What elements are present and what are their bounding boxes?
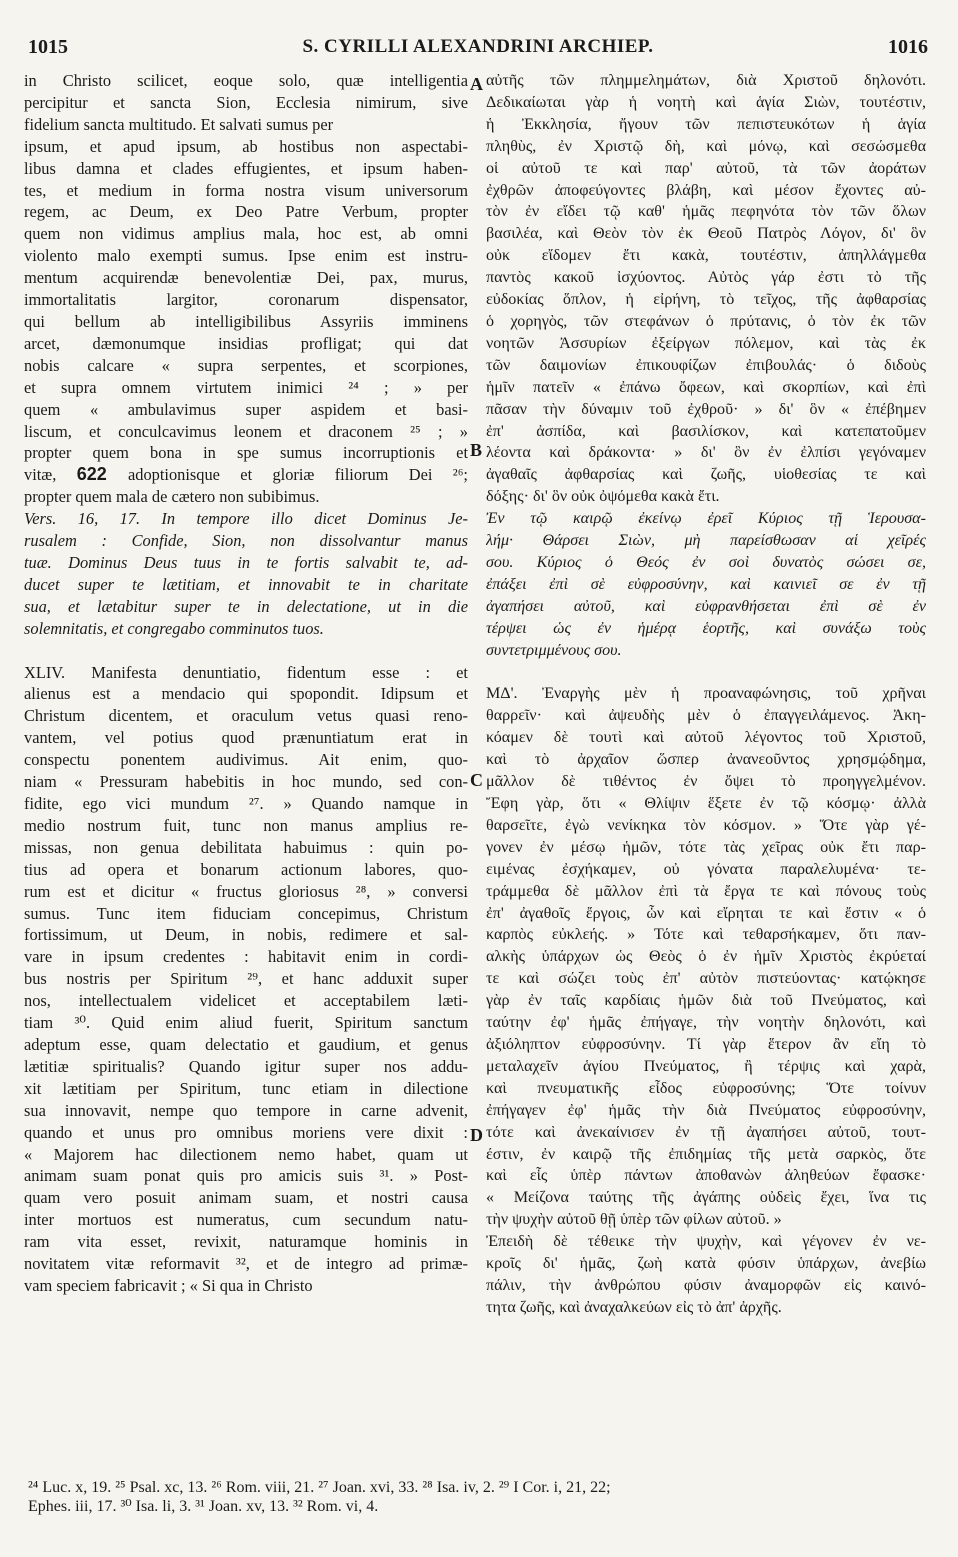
latin-line: et supra omnem virtutem inimici ²⁴ ; » per bbox=[24, 377, 468, 397]
footnote-line: ²⁴ Luc. x, 19. ²⁵ Psal. xc, 13. ²⁶ Rom. viii, 21. ²⁷ Joan. xvi, 33. ²⁸ Isa. iv, 2. ²⁹ I Cor. i, 21, 22; bbox=[28, 1479, 611, 1496]
latin-line: sua, et lætabitur super te in delectatione, ut in die bbox=[24, 596, 468, 616]
latin-line: vare in ipsum credentes : habitavit enim in cordi- bbox=[24, 947, 468, 967]
latin-line: Christum dicentem, et oraculum vetus quasi reno- bbox=[24, 706, 468, 726]
greek-column bbox=[486, 70, 926, 1319]
latin-line: in Christo scilicet, eoque solo, quæ intelligentia bbox=[24, 71, 468, 90]
greek-line: ἀγαπήσει αὐτοῦ, καὶ εὐφρανθήσεται ἐπὶ σὲ ἐν bbox=[486, 597, 926, 615]
latin-line: xit lætitiam per Spiritum, tunc etiam in dilectione bbox=[24, 1078, 468, 1098]
greek-line: τότε καὶ ἀνεκαίνισεν ἐν τῇ ἀγαπήσει αὐτοῦ, τουτ- bbox=[486, 1123, 926, 1141]
greek-line: συντετριμμένους σου. bbox=[486, 641, 622, 659]
latin-line: conspectu ponentem audivimus. Ait enim, quo- bbox=[24, 750, 468, 770]
greek-line: ἐπήγαγεν ἐφ' ἡμᾶς τὴν διὰ Πνεύματος εὐφροσύνην, bbox=[486, 1101, 926, 1119]
latin-line: fidelium sancta multitudo. Et salvati sumus per bbox=[24, 114, 334, 134]
latin-line: solemnitatis, et congregabo comminutos tuos. bbox=[24, 618, 324, 638]
greek-line: ἐπ' ἀγαθοῖς ἔργοις, ὧν καὶ εἴρηται τε καὶ ἔστιν « ὁ bbox=[486, 904, 926, 922]
latin-line: quam vero posuit animam suam, et nostri causa bbox=[24, 1188, 468, 1208]
column-number: 622 bbox=[76, 464, 128, 485]
greek-line: τὸν ἐν εἴδει τῷ καθ' ἡμᾶς πεφηνότα τὸν τῶν ὅλων bbox=[486, 203, 926, 221]
greek-line: τε καὶ σώζει τοὺς ἐπ' αὐτὸν πιστεύοντας· κατῴκησε bbox=[486, 970, 926, 988]
latin-line: quando et unus pro omnibus moriens vere dixit : bbox=[24, 1122, 468, 1142]
latin-line: ducet super te lætitiam, et innovabit te in charitate bbox=[24, 574, 468, 594]
greek-line: καὶ πνευματικῆς εἶδος εὐφροσύνης; Ὅτε τοίνυν bbox=[486, 1079, 926, 1097]
greek-line: ΜΔ'. Ἐναργὴς μὲν ἡ προαναφώνησις, τοῦ χρῆναι bbox=[486, 685, 926, 703]
latin-line: sumus. Tunc item fiduciam concepimus, Christum bbox=[24, 903, 468, 923]
latin-line: adeptum esse, quam delectatio et gaudium, et genus bbox=[24, 1034, 468, 1054]
greek-line: τητα ζωῆς, καὶ ἀναχαλκεύων εἰς τὸ ἀπ' ἀρχῆς. bbox=[486, 1298, 782, 1316]
latin-line: propter quem mala de cætero non subibimus. bbox=[24, 487, 320, 507]
latin-line: missas, non genua debilitata habuimus : quin po- bbox=[24, 837, 468, 857]
latin-line: rum est et dicitur « fructus gloriosus ²⁸, » conversi bbox=[24, 881, 468, 901]
margin-marker-d: D bbox=[470, 1125, 483, 1145]
greek-line: ἐπάξει ἐπὶ σὲ εὐφροσύνην, καὶ καινιεῖ σε ἐν τῇ bbox=[486, 575, 926, 593]
latin-line: mentum acquirendæ benevolentiæ Dei, pax, murus, bbox=[24, 268, 468, 288]
greek-line: κόαμεν δὲ τουτὶ καὶ αὐτοῦ λέγοντος τοῦ Χριστοῦ, bbox=[486, 729, 926, 747]
greek-line: έστιν, ἐν καιρῷ τῆς ἐπιδημίας τῆς μετὰ σαρκὸς, ὅτε bbox=[486, 1145, 926, 1163]
latin-line: regem, ac Deum, ex Deo Patre Verbum, propter bbox=[24, 202, 468, 222]
greek-line: θαρρεῖν· καὶ ἀψευδὴς μὲν ὁ ἐπαγγειλάμενος. Ἀκη- bbox=[486, 707, 926, 725]
greek-line: τράμμεθα δὲ μᾶλλον ἐπὶ τὰ ἔργα τε καὶ πόνους τοὺς bbox=[486, 882, 926, 900]
greek-line: νοητῶν Ἀσσυρίων ἐξείργων πόλεμον, καὶ τὰς ἐκ bbox=[486, 334, 926, 352]
greek-line: οὐκ εἴδομεν ἔτι κακὰ, τουτέστιν, ἀπηλλάγμεθα bbox=[486, 247, 926, 265]
greek-line: τὴν ψυχὴν αὐτοῦ θῇ ὑπὲρ τῶν φίλων αὐτοῦ. » bbox=[486, 1211, 782, 1229]
greek-line: ἀξιόληπτον εὐφροσύνην. Τί γὰρ ἕτερον ἂν εἴη τὸ bbox=[486, 1035, 926, 1053]
greek-line: ταύτην ἐφ' ἡμᾶς ἐπήγαγε, τὴν νοητὴν δηλονότι, καὶ bbox=[486, 1014, 926, 1032]
greek-line: βασιλέα, καὶ Θεὸν τὸν ἐκ Θεοῦ Πατρὸς Λόγον, δι' ὃν bbox=[486, 225, 926, 243]
greek-line: ἐχθρῶν ἀποφεύγοντες βλάβη, καὶ μέσον ἔχοντες αὐ- bbox=[486, 181, 926, 199]
greek-line: εὐδοκίας ὅπλον, ἡ εἰρήνη, τὸ τεῖχος, τῆς ἀφθαρσίας bbox=[486, 291, 926, 309]
latin-line: tes, et medium in forma nostra visum universorum bbox=[24, 180, 468, 200]
latin-line: liscum, et conculcavimus leonem et draconem ²⁵ ; » bbox=[24, 421, 468, 441]
latin-line: percipitur et sancta Sion, Ecclesia nimirum, sive bbox=[24, 92, 468, 112]
latin-line: niam « Pressuram habebitis in hoc mundo, sed con- bbox=[24, 772, 468, 792]
margin-marker-b: B bbox=[470, 440, 483, 460]
greek-line: γὰρ ἐν ταῖς καρδίαις ἡμῶν διὰ τοῦ Πνεύματος, καὶ bbox=[486, 992, 926, 1010]
greek-line: ειμένας ἐσχήκαμεν, οὐ γόνατα παραλελυμένα· τε- bbox=[486, 860, 926, 878]
greek-line: δόξης· δι' ὃν οὐκ ὀψόμεθα κακὰ ἔτι. bbox=[486, 488, 720, 506]
latin-line: sua innovavit, nempe quo tempore in carne advenit, bbox=[24, 1100, 468, 1120]
latin-line: fortissimum, ut Deum, in nobis, redimere et sal- bbox=[24, 925, 468, 945]
latin-line: nos, intellectualem videlicet et acceptabilem læti- bbox=[24, 991, 468, 1011]
greek-line: ἡμῖν πατεῖν « ἐπάνω ὄφεων, καὶ σκορπίων, καὶ ἐπὶ bbox=[486, 378, 926, 396]
latin-line: lætitiæ spiritualis? Quando igitur super nos addu- bbox=[24, 1056, 468, 1076]
latin-line: quem non vidimus amplius mala, hoc est, ab omni bbox=[24, 224, 468, 244]
latin-line: quem « ambulavimus super aspidem et basi- bbox=[24, 399, 468, 419]
greek-line: λήμ· Θάρσει Σιὼν, μὴ παρείσθωσαν αἱ χεῖρές bbox=[486, 532, 926, 550]
footnotes bbox=[28, 1478, 928, 1516]
latin-line: bus nostris per Spiritum ²⁹, et hanc adduxit super bbox=[24, 969, 468, 989]
latin-line: nobis calcare « supra serpentes, et scorpiones, bbox=[24, 355, 468, 375]
greek-line: μᾶλλον δὲ τιθέντος ἐν ὄψει τὸ προηγγελμένον. bbox=[486, 773, 926, 791]
running-title: S. CYRILLI ALEXANDRINI ARCHIEP. bbox=[302, 36, 654, 57]
latin-line: XLIV. Manifesta denuntiatio, fidentum esse : et bbox=[24, 662, 468, 682]
latin-line: medio nostrum fuit, tunc non manus amplius re- bbox=[24, 815, 468, 835]
latin-line: inter mortuos est numeratus, cum secundum natu- bbox=[24, 1210, 468, 1230]
greek-line: Ἐπειδὴ δὲ τέθεικε τὴν ψυχὴν, καὶ γέγονεν ἐν νε- bbox=[486, 1233, 926, 1251]
latin-line: propter quem bona in spe sumus incorruptionis et bbox=[24, 443, 468, 463]
greek-line: καὶ εἷς ὑπὲρ πάντων ἀποθανὼν ἀληθεύων ἔφασκε· bbox=[486, 1167, 926, 1185]
greek-line: αὐτῆς τῶν πλημμελημάτων, διὰ Χριστοῦ δηλονότι. bbox=[486, 72, 926, 89]
latin-line: Vers. 16, 17. In tempore illo dicet Dominus Je- bbox=[24, 509, 468, 529]
latin-line: ram vita esset, revixit, naturamque hominis in bbox=[24, 1232, 468, 1252]
margin-marker-c: C bbox=[470, 770, 483, 790]
greek-line: Ἔφη γὰρ, ὅτι « Θλίψιν ἕξετε ἐν τῷ κόσμῳ· ἀλλὰ bbox=[486, 795, 926, 812]
greek-line: οἱ αὐτοῦ τε καὶ παρ' αὐτοῦ, τὰ τῶν ἀοράτων bbox=[486, 159, 926, 177]
greek-line: Δεδικαίωται γὰρ ἡ νοητὴ καὶ ἁγία Σιὼν, τουτέστιν, bbox=[486, 93, 926, 111]
greek-line: « Μείζονα ταύτης τῆς ἀγάπης οὐδεὶς ἔχει, ἵνα τις bbox=[486, 1189, 926, 1207]
latin-line: violento malo exempti sumus. Ipse enim est instru- bbox=[24, 246, 468, 266]
greek-line: τέρψει ὡς ἐν ἡμέρᾳ ἑορτῆς, καὶ συνάξω τοὺς bbox=[486, 619, 926, 637]
greek-line: πληθὺς, ἐν Χριστῷ δὴ, καὶ μόνῳ, καὶ σεσώσμεθα bbox=[486, 137, 926, 155]
greek-line: θαρσεῖτε, ἐγὼ νενίκηκα τὸν κόσμον. » Ὅτε γὰρ γέ- bbox=[486, 816, 926, 834]
latin-line: vam speciem fabricavit ; « Si qua in Christo bbox=[24, 1275, 313, 1295]
latin-line: alienus est a mendacio qui spopondit. Idipsum et bbox=[24, 684, 468, 704]
text-fragment: vitæ, bbox=[24, 465, 77, 485]
latin-line bbox=[24, 464, 468, 486]
text-fragment: adoptionisque et gloriæ filiorum Dei ²⁶; bbox=[127, 465, 468, 485]
latin-line: novitatem vitæ reformavit ³², et de integro ad primæ- bbox=[24, 1254, 468, 1274]
greek-line: πάλιν, τὴν ἀνθρώπου φύσιν ἀναμορφῶν εἰς καινό- bbox=[486, 1276, 926, 1294]
greek-line: ἡ Ἐκκλησία, ἤγουν τῶν πεπιστευκότων ἡ ἁγία bbox=[486, 115, 926, 133]
greek-line: σου. Κύριος ὁ Θεός ἐν σοὶ δυνατὸς σώσει σε, bbox=[486, 553, 926, 571]
latin-line: fidite, ego vici mundum ²⁷. » Quando namque in bbox=[24, 794, 468, 813]
greek-line: μεταλαχεῖν ἁγίου Πνεύματος, ἢ τέρψις καὶ χαρὰ, bbox=[486, 1057, 926, 1075]
latin-line: tuæ. Dominus Deus tuus in te fortis salvabit te, ad- bbox=[24, 552, 468, 572]
greek-line: πᾶσαν τὴν δύναμιν τοῦ ἐχθροῦ· » δι' ὃν « ἐπέβημεν bbox=[486, 400, 926, 418]
page-header bbox=[28, 36, 928, 66]
margin-marker-a: A bbox=[470, 74, 483, 94]
latin-line: tius ad opera et bonarum actionum labores, quo- bbox=[24, 859, 468, 879]
greek-line: καὶ τὸ ἀρχαῖον ὥσπερ ἀνανεοῦντος χρησμῴδημα, bbox=[486, 751, 926, 769]
latin-line: « Majorem hac dilectionem nemo habet, quam ut bbox=[24, 1144, 468, 1164]
greek-line: ἐπ' ἀσπίδα, καὶ βασιλίσκον, καὶ κατεπατοῦμεν bbox=[486, 422, 926, 440]
latin-line: vantem, vel potius quod prænuntiatum erat in bbox=[24, 728, 468, 748]
greek-line: γονεν ἐν μέσῳ ἡμῶν, τότε τὰς χεῖρας οὐκ ἔτι παρ- bbox=[486, 838, 926, 856]
latin-line: arcet, dæmonumque insidias profligat; qui dat bbox=[24, 333, 468, 353]
latin-line: immortalitatis largitor, coronarum dispensator, bbox=[24, 290, 468, 310]
latin-column bbox=[24, 70, 468, 1297]
paragraph-gap bbox=[486, 661, 926, 683]
greek-line: τῶν δαιμονίων ἐπικουφίζων ἐπιβουλάς· ὁ διδοὺς bbox=[486, 356, 926, 374]
page-number-right: 1016 bbox=[888, 36, 928, 58]
greek-line: κροῖς δι' ἡμᾶς, ζωὴ κατὰ φύσιν ὑπάρχων, ἀνεβίω bbox=[486, 1255, 926, 1273]
footnote-line: Ephes. iii, 17. ³⁰ Isa. li, 3. ³¹ Joan. xv, 13. ³² Rom. vi, 4. bbox=[28, 1498, 379, 1515]
latin-line: ipsum, et apud ipsum, ab hostibus non aspectabi- bbox=[24, 136, 468, 156]
page-number-left: 1015 bbox=[28, 36, 68, 58]
latin-line: tiam ³⁰. Quid enim aliud fuerit, Spiritum sanctum bbox=[24, 1013, 468, 1033]
latin-line: libus damna et clades effugientes, et ipsum haben- bbox=[24, 158, 468, 178]
greek-line: παντὸς κακοῦ ἰσχύοντος. Αὐτὸς γάρ ἐστι τὸ τῆς bbox=[486, 269, 926, 287]
latin-line: rusalem : Confide, Sion, non dissolvantur manus bbox=[24, 531, 468, 551]
paragraph-gap bbox=[24, 640, 468, 662]
greek-line: καρπὸς εὐκλεής. » Τότε καὶ τεθαρσήκαμεν, ὅτι παν- bbox=[486, 926, 926, 944]
latin-line: qui bellum ab intelligibilibus Assyriis imminens bbox=[24, 311, 468, 331]
latin-line: animam suam ponat quis pro amicis suis ³¹. » Post- bbox=[24, 1166, 468, 1186]
greek-line: αλκὴς ὑπάρχων ὡς Θεὸς ὁ ἐν ἡμῖν Χριστὸς ἐκρύεταί bbox=[486, 948, 926, 966]
greek-line: ἀγαθαῖς ἀφθαρσίας καὶ ζωῆς, υἱοθεσίας τε καὶ bbox=[486, 466, 926, 484]
greek-line: λέοντα καὶ δράκοντα· » δι' ὃν ἐν ἐλπίσι γεγόναμεν bbox=[486, 444, 926, 462]
greek-line: ὁ χορηγὸς, τῶν στεφάνων ὁ πρύτανις, ὁ τὸν ἐκ τῶν bbox=[486, 312, 926, 330]
greek-line: Ἐν τῷ καιρῷ ἐκείνῳ ἐρεῖ Κύριος τῇ Ἱερουσα- bbox=[486, 510, 926, 528]
